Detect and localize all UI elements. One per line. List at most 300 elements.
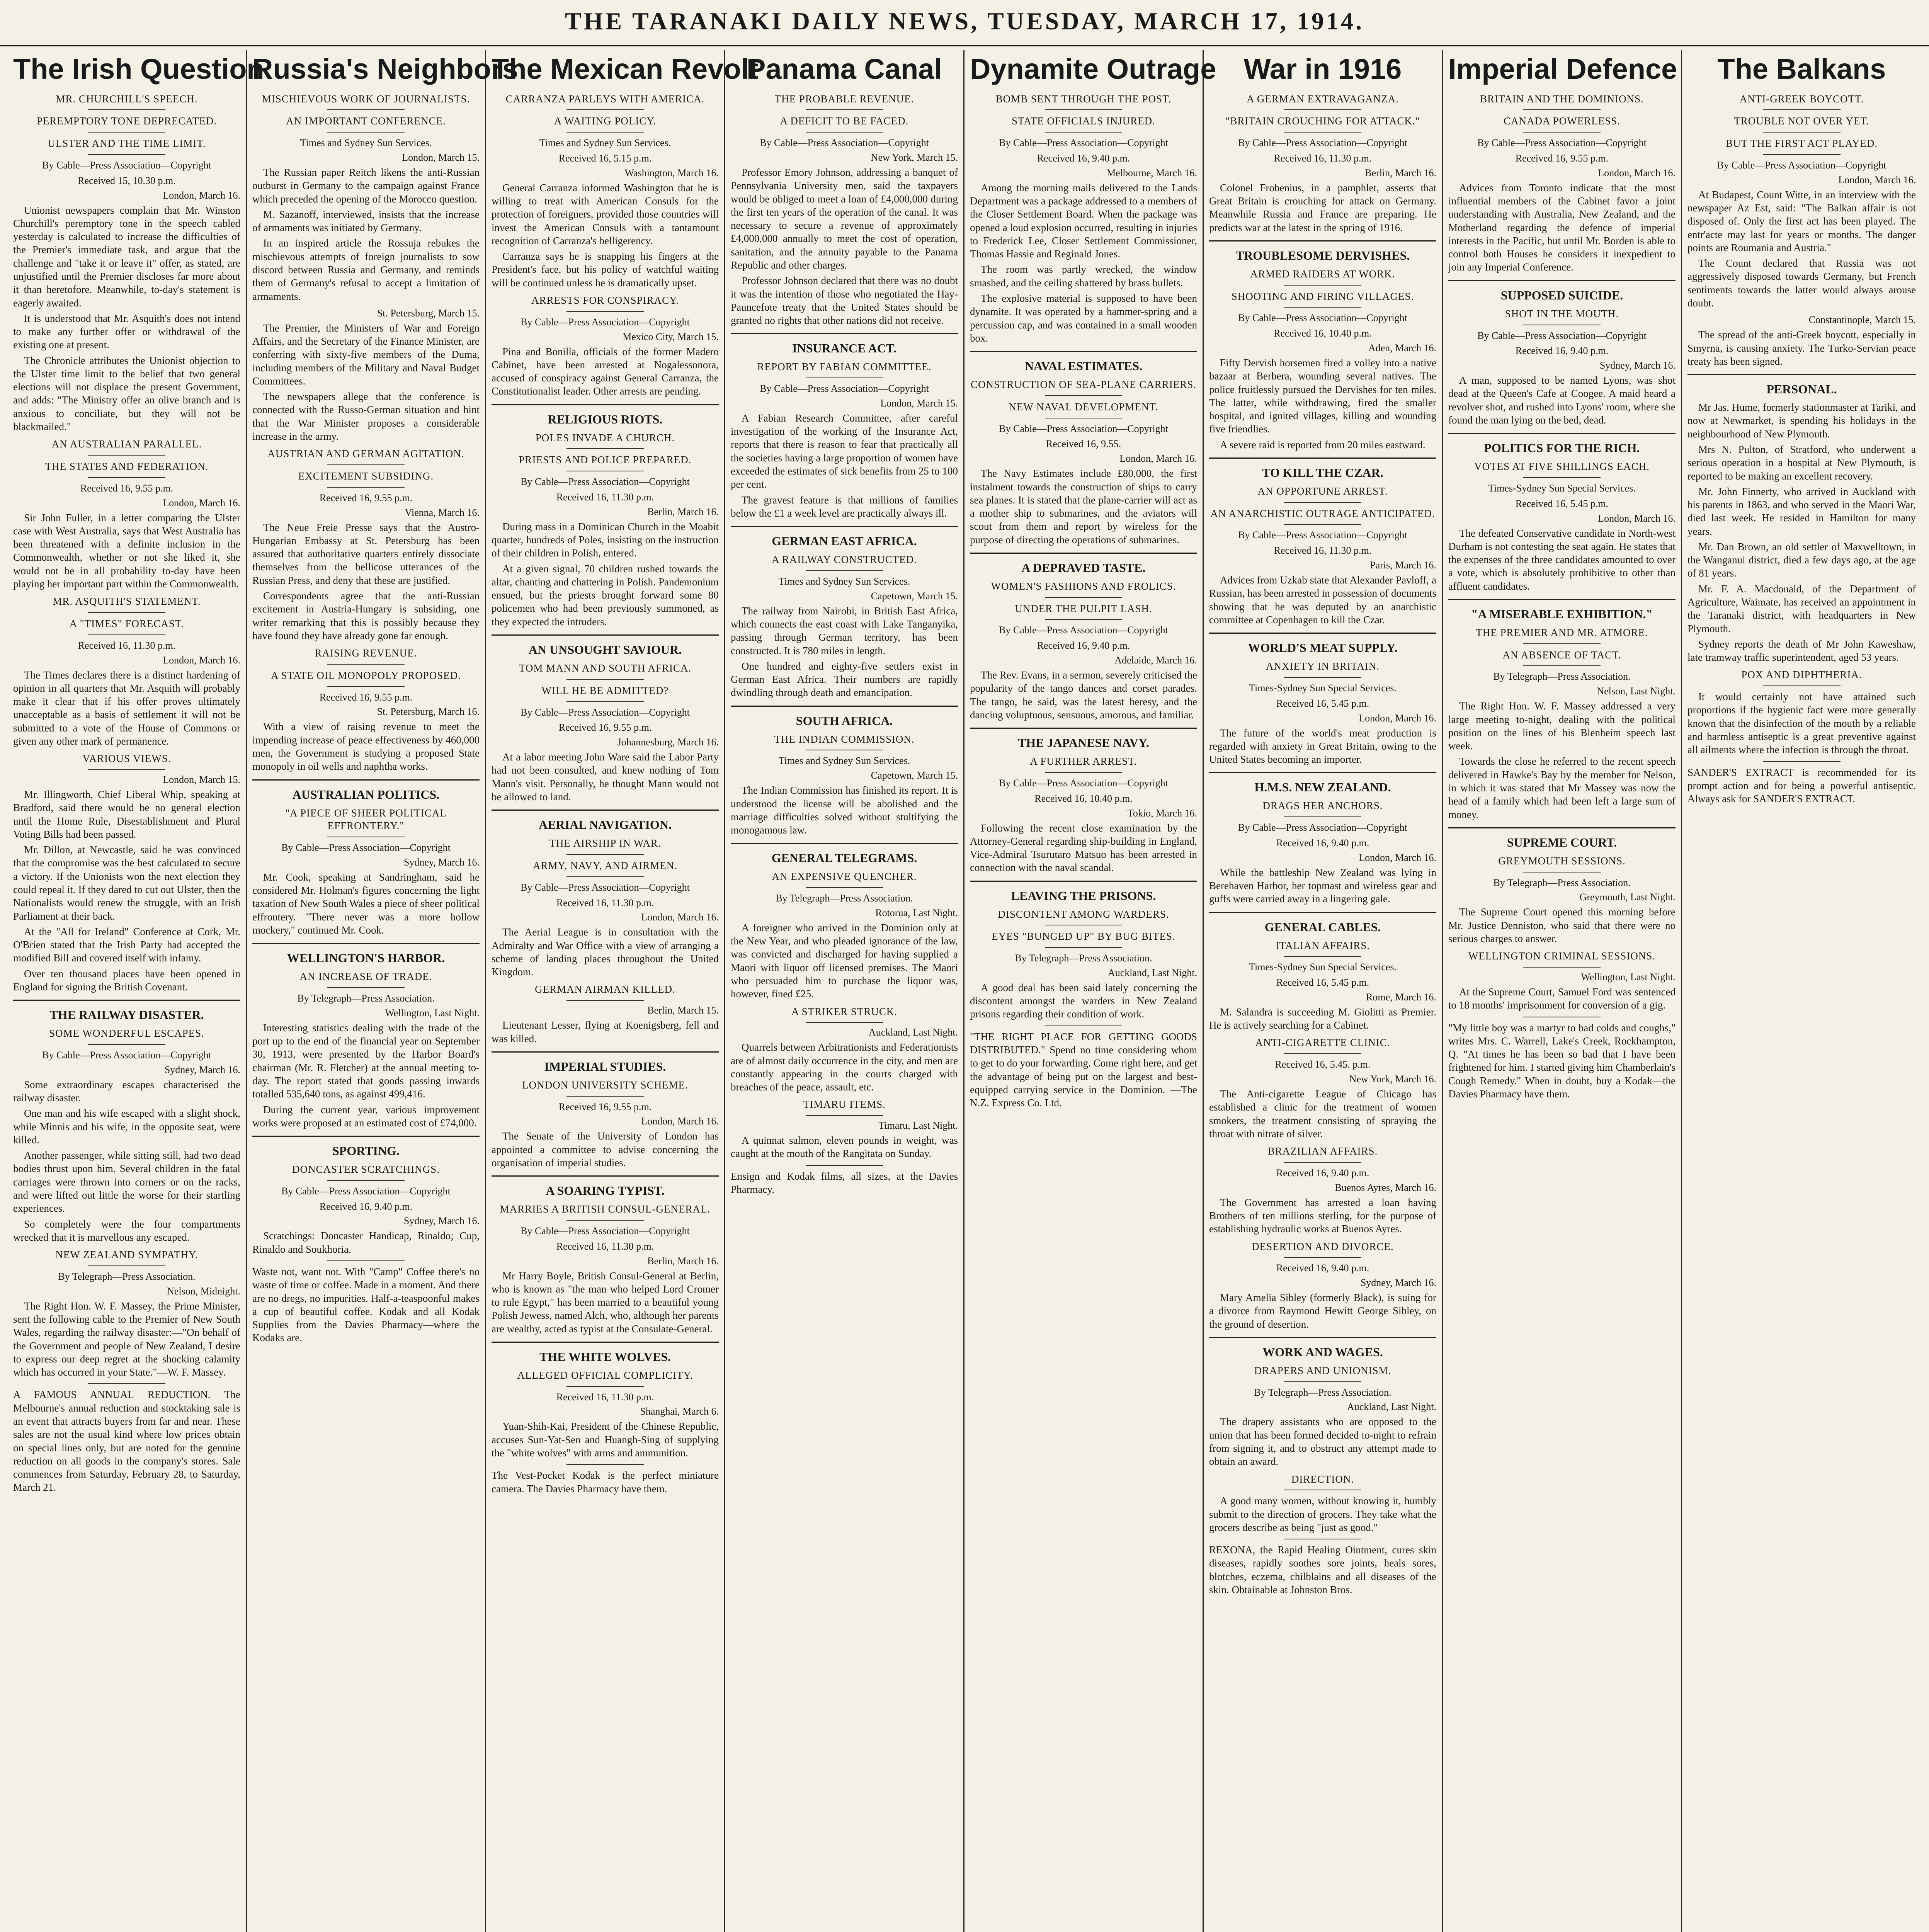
dateline: Timaru, Last Night. xyxy=(878,1120,958,1131)
received-time: Received 16, 9.40 p.m. xyxy=(1037,640,1130,651)
article-subhead: DIRECTION. xyxy=(1291,1473,1354,1485)
column xyxy=(1443,50,1682,1932)
article xyxy=(1209,457,1436,626)
advert-rule xyxy=(806,1165,883,1166)
body-paragraph: General Carranza informed Washington that he is willing to treat with American Consuls for the protection of foreigners, provided those countries will invest the American Consuls with a tantamount recognition of Carranza's belligerency. xyxy=(492,182,719,247)
article-subhead: A STATE OIL MONOPOLY PROPOSED. xyxy=(271,669,461,681)
advertisement: REXONA, the Rapid Healing Ointment, cures skin diseases, rapidly soothes sore joints, heals sores, blotches, eczema, chilblains and all diseases of the skin. Obtainable at Johnston Bros. xyxy=(1209,1544,1436,1596)
article xyxy=(252,779,480,937)
subhead-rule xyxy=(566,132,644,133)
subhead-rule xyxy=(1045,132,1122,133)
article-subhead: MISCHIEVOUS WORK OF JOURNALISTS. xyxy=(262,93,470,105)
article xyxy=(492,1342,719,1459)
article-subhead: THE PREMIER AND MR. ATMORE. xyxy=(1476,626,1648,638)
press-credit: By Telegraph—Press Association. xyxy=(1254,1386,1391,1398)
article-subhead: STATE OFFICIALS INJURED. xyxy=(1011,115,1156,127)
article xyxy=(13,595,240,748)
body-paragraph: A Fabian Research Committee, after careful investigation of the working of the Insurance Act, reports that there is reason to fear that practically all the societies having a large proportion of women have exceeded the estimates of sick benefits from 25 to 100 per cent. xyxy=(731,412,958,490)
dateline: London, March 16. xyxy=(1598,512,1676,524)
article xyxy=(1209,1036,1436,1140)
article-subhead: CARRANZA PARLEYS WITH AMERICA. xyxy=(505,93,705,105)
dateline: Berlin, March 15. xyxy=(647,1005,719,1016)
article xyxy=(731,1098,958,1160)
article-subhead: NEW ZEALAND SYMPATHY. xyxy=(55,1249,198,1261)
dateline: Berlin, March 16. xyxy=(647,506,719,517)
dateline: Sydney, March 16. xyxy=(1599,360,1676,371)
article-headline: THE RAILWAY DISASTER. xyxy=(49,1008,204,1022)
subhead-rule xyxy=(1763,109,1841,110)
body-paragraph: Professor Emory Johnson, addressing a banquet of Pennsylvania University men, said the taxpayers would be obliged to meet a loan of £4,000,000 during the first ten years of the operation of the canal. It was necessary to secure a revenue of approximately £4,000,000 annually to meet the cost of operation, sanitation, and the annuity payable to the Panama Republic and other charges. xyxy=(731,166,958,271)
article-subhead: ULSTER AND THE TIME LIMIT. xyxy=(48,138,206,150)
article-subhead: EXCITEMENT SUBSIDING. xyxy=(298,470,434,482)
article xyxy=(492,404,719,628)
received-time: Received 16, 11.30 p.m. xyxy=(556,1240,654,1252)
article-subhead: WILL HE BE ADMITTED? xyxy=(541,684,669,696)
body-paragraph: Mrs N. Pulton, of Stratford, who underwent a serious operation in a hospital at New Plymouth, is reported to be making an excellent recovery. xyxy=(1687,443,1916,482)
article xyxy=(1209,633,1436,766)
advert-rule xyxy=(88,1383,165,1384)
body-paragraph: A quinnat salmon, eleven pounds in weight, was caught at the mouth of the Rangitata on Sunday. xyxy=(731,1134,958,1160)
press-credit: By Cable—Press Association—Copyright xyxy=(1477,330,1647,341)
article xyxy=(13,438,240,590)
article-subhead: WELLINGTON CRIMINAL SESSIONS. xyxy=(1468,950,1656,962)
dateline: Capetown, March 15. xyxy=(871,770,958,781)
article xyxy=(252,447,480,642)
masthead-folio: THE TARANAKI DAILY NEWS, TUESDAY, MARCH 17, 1914. xyxy=(565,7,1364,35)
article-headline: GENERAL TELEGRAMS. xyxy=(771,851,917,865)
article-subhead: MR. ASQUITH'S STATEMENT. xyxy=(53,595,201,607)
body-paragraph: A good deal has been said lately concerning the discontent amongst the warders in New Zealand prisons regarding their condition of work. xyxy=(970,981,1197,1020)
article xyxy=(13,1000,240,1244)
body-paragraph: Interesting statistics dealing with the trade of the port up to the end of the financial year on September 30, 1913, were presented by the Harbor Board's chairman (Mr. R. Fletcher) at the annual meeting to-day. The report stated that goods passing inwards totalled 535,640 tons, as against 499,416. xyxy=(252,1022,480,1100)
body-paragraph: Following the recent close examination by the Attorney-General regarding ship-building in England, Vice-Admiral Tsurutaro Matsuo has been arrested in connection with the naval scandal. xyxy=(970,822,1197,874)
body-paragraph: The Indian Commission has finished its report. It is understood the license will be abolished and the marriage difficulties solved without stultifying the monogamous law. xyxy=(731,784,958,836)
article-subhead: UNDER THE PULPIT LASH. xyxy=(1015,602,1152,614)
body-paragraph: M. Salandra is succeeding M. Giolitti as Premier. He is actively searching for a Cabinet. xyxy=(1209,1006,1436,1031)
body-paragraph: The Supreme Court opened this morning before Mr. Justice Denniston, who said that there were no serious charges to answer. xyxy=(1448,906,1676,944)
article-subhead: DRAGS HER ANCHORS. xyxy=(1262,800,1383,812)
article-headline: A DEPRAVED TASTE. xyxy=(1021,560,1146,575)
column-headline: Imperial Defence xyxy=(1448,53,1677,85)
section-rule xyxy=(1209,1337,1436,1338)
subhead-rule xyxy=(1523,665,1601,666)
dateline: Shanghai, March 6. xyxy=(640,1406,719,1417)
article-subhead: A FURTHER ARREST. xyxy=(1030,755,1137,767)
article-subhead: VARIOUS VIEWS. xyxy=(82,753,171,765)
article xyxy=(1448,950,1676,1012)
article-headline: A SOARING TYPIST. xyxy=(546,1184,665,1198)
article-subhead: ARRESTS FOR CONSPIRACY. xyxy=(531,294,679,306)
body-paragraph: Unionist newspapers complain that Mr. Winston Churchill's peremptory tone in the speech cabled yesterday is calculated to increase the difficulties of the Premier's immediate task, and argue that the challenge and "take it or leave it" offer, as stated, are unjustified until the Premier discloses far more about it than heretofore. Meanwhile, to-day's statement is eagerly awaited. xyxy=(13,204,240,309)
article xyxy=(1448,280,1676,427)
press-credit: Times and Sydney Sun Services. xyxy=(300,137,432,149)
subhead-rule xyxy=(88,1044,165,1045)
dateline: London, March 16. xyxy=(163,654,240,666)
section-rule xyxy=(492,1051,719,1053)
article xyxy=(731,1005,958,1094)
article-subhead: NEW NAVAL DEVELOPMENT. xyxy=(1009,401,1158,413)
dateline: Paris, March 16. xyxy=(1370,560,1436,571)
article xyxy=(13,1248,240,1379)
body-paragraph: The Aerial League is in consultation with the Admiralty and War Office with a view of arranging a scheme of landing places throughout the United Kingdom. xyxy=(492,926,719,978)
dateline: Greymouth, Last Night. xyxy=(1579,891,1676,903)
received-time: Received 16, 9.55 p.m. xyxy=(319,691,413,703)
article xyxy=(731,333,958,520)
subhead-rule xyxy=(1284,285,1361,286)
article-headline: IMPERIAL STUDIES. xyxy=(544,1059,666,1073)
subhead-rule xyxy=(1763,685,1841,686)
section-rule xyxy=(970,728,1197,729)
article-subhead: BUT THE FIRST ACT PLAYED. xyxy=(1725,138,1878,150)
section-rule xyxy=(1209,457,1436,459)
received-time: Received 16, 9.55. xyxy=(1046,438,1121,450)
article-subhead: A DEFICIT TO BE FACED. xyxy=(780,115,909,127)
body-paragraph: One hundred and eighty-five settlers exist in German East Africa. Their numbers are rapidly dwindling through death and emancipation. xyxy=(731,660,958,699)
article-subhead: LONDON UNIVERSITY SCHEME. xyxy=(522,1079,688,1091)
body-paragraph: Among the morning mails delivered to the Lands Department was a package addressed to a members of the Closer Settlement Board. When the package was opened a loud explosion occurred, resulting in injuries to Frederick Lee, Closer Settlement Commissioner, Thomas Hassie and Reginald Jones. xyxy=(970,182,1197,260)
article-subhead: A RAILWAY CONSTRUCTED. xyxy=(772,554,917,566)
article-subhead: THE AIRSHIP IN WAR. xyxy=(549,837,661,849)
press-credit: By Cable—Press Association—Copyright xyxy=(1717,159,1886,171)
article-subhead: A "TIMES" FORECAST. xyxy=(69,618,184,630)
dateline: London, March 15. xyxy=(163,774,240,786)
dateline: New York, March 16. xyxy=(1349,1073,1436,1085)
article xyxy=(13,752,240,993)
body-paragraph: The defeated Conservative candidate in North-west Durham is not contesting the seat again. He states that the expenses of the three candidates amounted to over a vote, which is absolutely prohibitive to other than affluent candidates. xyxy=(1448,527,1676,592)
dateline: New York, March 15. xyxy=(871,151,958,163)
subhead-rule xyxy=(88,477,165,478)
article-subhead: A WAITING POLICY. xyxy=(554,115,657,127)
article-subhead: BRITAIN AND THE DOMINIONS. xyxy=(1480,93,1644,105)
body-paragraph: Mr. Dan Brown, an old settler of Maxwelltown, in the Wanganui district, died a few days ago, at the age of 81 years. xyxy=(1687,541,1916,579)
section-rule xyxy=(731,526,958,527)
article-headline: "A MISERABLE EXHIBITION." xyxy=(1471,607,1653,621)
body-paragraph: During the current year, various improvement works were proposed at an estimated cost of £74,000. xyxy=(252,1104,480,1129)
subhead-rule xyxy=(1045,109,1122,110)
article xyxy=(1209,240,1436,451)
subhead-rule xyxy=(1045,619,1122,620)
section-rule xyxy=(1209,772,1436,773)
received-time: Received 16, 5.45 p.m. xyxy=(1515,498,1609,509)
body-paragraph: Fifty Dervish horsemen fired a volley into a native bazaar at Berbera, wounding several natives. The police fruitlessly pursued the Dervishes for ten miles. The latter, while withdrawing, fired the smaller hospital, and ignited villages, killing and wounding five friendlies. xyxy=(1209,357,1436,435)
received-time: Received 16, 5.45. p.m. xyxy=(1275,1059,1371,1070)
article-subhead: TROUBLE NOT OVER YET. xyxy=(1734,115,1869,127)
subhead-rule xyxy=(1284,816,1361,817)
article xyxy=(492,1175,719,1335)
section-rule xyxy=(492,1175,719,1177)
subhead-rule xyxy=(566,876,644,877)
body-paragraph: Towards the close he referred to the recent speech delivered in Hawke's Bay by the member for Nelson, in which it was stated that Mr Massey was now the head of a family which had been left a large sum of money. xyxy=(1448,755,1676,820)
body-paragraph: The explosive material is supposed to have been dynamite. It was operated by a hammer-spring and a percussion cap, and was contained in a small wooden box. xyxy=(970,293,1197,344)
subhead-rule xyxy=(566,109,644,110)
body-paragraph: The Neue Freie Presse says that the Austro-Hungarian Embassy at St. Petersburg has been assured that authoritative quarters entirely dissociate themselves from the bellicose utterances of the Russian Press, and deny that these are justified. xyxy=(252,521,480,586)
press-credit: By Cable—Press Association—Copyright xyxy=(760,383,929,395)
article-subhead: CONSTRUCTION OF SEA-PLANE CARRIERS. xyxy=(970,379,1197,391)
column-headline: War in 1916 xyxy=(1243,53,1402,85)
press-credit: By Telegraph—Press Association. xyxy=(1493,671,1631,682)
body-paragraph: At Budapest, Count Witte, in an interview with the newspaper Az Est, said: "The Balkan affair is not disposed of. Only the first act has been played. The entr'acte may last for years or months. The danger points are Roumania and Austria." xyxy=(1687,189,1916,253)
body-paragraph: A foreigner who arrived in the Dominion only at the New Year, and who pleaded ignorance of the law, was convicted and discharged for having supplied a Maori with liquor off licensed premises. The Maori who persuaded him to purchase the liquor was, however, fined £25. xyxy=(731,922,958,1000)
press-credit: By Cable—Press Association—Copyright xyxy=(999,777,1168,789)
dateline: London, March 15. xyxy=(402,151,480,163)
subhead-rule xyxy=(566,1386,644,1387)
dateline: Sydney, March 16. xyxy=(403,1215,480,1227)
article xyxy=(731,706,958,837)
press-credit: By Cable—Press Association—Copyright xyxy=(521,316,690,328)
body-paragraph: The room was partly wrecked, the window smashed, and the ceiling shattered by brass bullets. xyxy=(970,264,1197,289)
article xyxy=(1209,1473,1436,1534)
article-headline: THE JAPANESE NAVY. xyxy=(1018,736,1149,750)
subhead-rule xyxy=(88,612,165,613)
received-time: Received 16, 9.55 p.m. xyxy=(319,492,413,503)
body-paragraph: At the Supreme Court, Samuel Ford was sentenced to 18 months' imprisonment for conversion of a gig. xyxy=(1448,986,1676,1011)
body-paragraph: It would certainly not have attained such proportions if the hygienic fact were more generally known that the disinfection of the mouth by a reliable and harmless antiseptic is a great preventive against all ailments where the infection is through the throat. xyxy=(1687,691,1916,756)
article-subhead: AN ABSENCE OF TACT. xyxy=(1502,649,1621,661)
advertisement: Waste not, want not. With "Camp" Coffee there's no waste of time or coffee. Made in a moment. And there are no dregs, no impurities. Half-a-teaspoonful makes a cup of beautiful coffee. Kodak and all Kodak Supplies from the Davies Pharmacy—where the Kodaks are. xyxy=(252,1265,480,1344)
body-paragraph: The Right Hon. W. F. Massey addressed a very large meeting to-night, dealing with the political position on the lines of his Blenheim speech last week. xyxy=(1448,700,1676,752)
article-headline: SUPPOSED SUICIDE. xyxy=(1500,288,1623,302)
article xyxy=(492,810,719,978)
received-time: Received 16, 9.40 p.m. xyxy=(319,1201,413,1212)
body-paragraph: The Count declared that Russia was not aggressively disposed towards Germany, but French sentiments towards the latter would always arouse doubt. xyxy=(1687,257,1916,309)
received-time: Received 16, 11.30 p.m. xyxy=(556,492,654,503)
subhead-rule xyxy=(327,487,405,488)
article-subhead: A STRIKER STRUCK. xyxy=(791,1005,898,1017)
dateline: London, March 16. xyxy=(163,189,240,201)
subhead-rule xyxy=(88,455,165,456)
dateline: St. Petersburg, March 16. xyxy=(377,706,480,718)
article-headline: POLITICS FOR THE RICH. xyxy=(1484,441,1640,455)
section-rule xyxy=(492,810,719,811)
body-paragraph: The future of the world's meat production is regarded with anxiety in Great Britain, owing to the United States becoming an importer. xyxy=(1209,727,1436,765)
press-credit: By Cable—Press Association—Copyright xyxy=(1238,137,1407,149)
column-headline: The Irish Question xyxy=(13,53,264,85)
section-rule xyxy=(1448,433,1676,434)
section-rule xyxy=(1209,240,1436,242)
advert-rule xyxy=(566,1464,644,1465)
article xyxy=(1448,433,1676,593)
advertisement: "THE RIGHT PLACE FOR GETTING GOODS DISTRIBUTED." Spend no time considering whom to get to do your forwarding. Come right here, and get the advantage of being put on the largest and best-equipped carrying service in the Dominion. —The N.Z. Express Co. Ltd. xyxy=(970,1031,1197,1109)
body-paragraph: The railway from Nairobi, in British East Africa, which connects the east coast with Lake Tanganyika, passing through German territory, has been constructed. It is 780 miles in length. xyxy=(731,605,958,656)
dateline: Berlin, March 16. xyxy=(1365,167,1436,179)
press-credit: By Cable—Press Association—Copyright xyxy=(42,1049,211,1061)
article xyxy=(1448,827,1676,945)
article-headline: GENERAL CABLES. xyxy=(1264,920,1381,934)
body-paragraph: It is understood that Mr. Asquith's does not intend to make any further offer or withdrawal of the existing one at present. xyxy=(13,312,240,351)
article-headline: H.M.S. NEW ZEALAND. xyxy=(1254,780,1391,794)
body-paragraph: The Anti-cigarette League of Chicago has established a clinic for the treatment of women smokers, the treatment consisting of spraying the throat with nitrate of silver. xyxy=(1209,1088,1436,1139)
article-subhead: ANTI-CIGARETTE CLINIC. xyxy=(1255,1037,1390,1049)
body-paragraph: One man and his wife escaped with a slight shock, while Minnis and his wife, in the opposite seat, were killed. xyxy=(13,1107,240,1146)
article-subhead: "A PIECE OF SHEER POLITICAL EFFRONTERY." xyxy=(285,807,447,832)
press-credit: Times and Sydney Sun Services. xyxy=(778,755,910,767)
article-subhead: CANADA POWERLESS. xyxy=(1503,115,1621,127)
received-time: Received 16, 9.40 p.m. xyxy=(1037,152,1130,164)
article xyxy=(492,634,719,803)
article xyxy=(1687,668,1916,756)
advertisement: SANDER'S EXTRACT is recommended for its prompt action and for being a powerful antiseptic. Always ask for SANDER'S EXTRACT. xyxy=(1687,766,1916,805)
subhead-rule xyxy=(327,1180,405,1181)
subhead-rule xyxy=(1045,947,1122,948)
masthead xyxy=(0,0,1929,46)
section-rule xyxy=(252,943,480,944)
subhead-rule xyxy=(327,664,405,665)
subhead-rule xyxy=(566,1096,644,1097)
subhead-rule xyxy=(327,109,405,110)
article-subhead: A GERMAN EXTRAVAGANZA. xyxy=(1247,93,1399,105)
body-paragraph: Mr. Illingworth, Chief Liberal Whip, speaking at Bradford, said there would be no general election until the Home Rule, Disestablishment and Plural Voting Bills had been passed. xyxy=(13,789,240,840)
body-paragraph: With a view of raising revenue to meet the impending increase of peace effectiveness by 460,000 men, the Government is studying a proposed State monopoly in oil wells and naphtha works. xyxy=(252,721,480,772)
press-credit: Times-Sydney Sun Special Services. xyxy=(1249,682,1397,694)
advertisement: "My little boy was a martyr to bad colds and coughs," writes Mrs. C. Warrell, Lake's Creek, Rockhampton, Q. "At times he has been so bad that I have been frightened for him. I started giving him Chamberlain's Cough Remedy." When in doubt, buy a Kodak—the Davies Pharmacy have them. xyxy=(1448,1022,1676,1100)
section-rule xyxy=(252,1136,480,1137)
article-headline: WORLD'S MEAT SUPPLY. xyxy=(1248,641,1398,655)
dateline: London, March 16. xyxy=(1598,167,1676,179)
section-rule xyxy=(970,351,1197,352)
article-headline: AUSTRALIAN POLITICS. xyxy=(292,787,440,801)
dateline: Melbourne, March 16. xyxy=(1107,167,1197,179)
subhead-rule xyxy=(88,769,165,770)
body-paragraph: The Government has arrested a loan having Brothers of ten millions sterling, for the purpose of establishing hydraulic works at Buenos Ayres. xyxy=(1209,1196,1436,1235)
dateline: Sydney, March 16. xyxy=(403,856,480,868)
body-paragraph: Some extraordinary escapes characterised the railway disaster. xyxy=(13,1078,240,1104)
article-subhead: THE STATES AND FEDERATION. xyxy=(45,461,209,473)
subhead-rule xyxy=(1763,132,1841,133)
dateline: Capetown, March 15. xyxy=(871,590,958,602)
article-subhead: THE INDIAN COMMISSION. xyxy=(774,733,915,745)
article-headline: NAVAL ESTIMATES. xyxy=(1024,359,1143,373)
received-time: Received 16, 5.15 p.m. xyxy=(558,152,652,164)
received-time: Received 16, 11.30 p.m. xyxy=(1274,545,1372,556)
dateline: London, March 16. xyxy=(641,1116,719,1127)
subhead-rule xyxy=(1523,643,1601,644)
body-paragraph: Mr Jas. Hume, formerly stationmaster at Tariki, and now at Newmarket, is spending his holidays in the neighbourhood of New Plymouth. xyxy=(1687,401,1916,440)
dateline: Buenos Ayres, March 16. xyxy=(1335,1182,1436,1193)
column xyxy=(725,50,964,1932)
column-headline: Dynamite Outrage xyxy=(970,53,1216,85)
article-subhead: MR. CHURCHILL'S SPEECH. xyxy=(56,93,198,105)
column-headline: The Mexican Revolt xyxy=(492,53,759,85)
column-headline: Russia's Neighbors xyxy=(252,53,518,85)
press-credit: Times and Sydney Sun Services. xyxy=(539,137,671,149)
article xyxy=(1209,93,1436,234)
body-paragraph: Over ten thousand places have been opened in England for signing the British Covenant. xyxy=(13,968,240,993)
article-subhead: MARRIES A BRITISH CONSUL-GENERAL. xyxy=(500,1203,711,1215)
advert-rule xyxy=(1763,761,1841,762)
subhead-rule xyxy=(806,109,883,110)
article-subhead: ANXIETY IN BRITAIN. xyxy=(1266,660,1380,672)
article xyxy=(1209,912,1436,1032)
body-paragraph: Mr. F. A. Macdonald, of the Department of Agriculture, Waimate, has received an appointment in the Taranaki district, with headquarters in New Plymouth. xyxy=(1687,583,1916,634)
body-paragraph: At a given signal, 70 children rushed towards the altar, chanting and chattering in Polish. Pandemonium ensued, but the priests brought forward some 80 policemen who had been previously summoned, as they expected the intruders. xyxy=(492,563,719,628)
article-headline: WELLINGTON'S HARBOR. xyxy=(287,951,445,965)
section-rule xyxy=(13,1000,240,1001)
subhead-rule xyxy=(327,464,405,465)
subhead-rule xyxy=(806,1022,883,1023)
subhead-rule xyxy=(88,154,165,155)
article-subhead: RAISING REVENUE. xyxy=(315,647,417,659)
article-subhead: AN IMPORTANT CONFERENCE. xyxy=(286,115,446,127)
body-paragraph: Sydney reports the death of Mr John Kaweshaw, late tramway traffic superintendent, aged 53 years. xyxy=(1687,638,1916,663)
subhead-rule xyxy=(806,570,883,571)
press-credit: By Cable—Press Association—Copyright xyxy=(42,159,211,171)
article xyxy=(1209,1337,1436,1468)
press-credit: By Cable—Press Association—Copyright xyxy=(999,624,1168,636)
article-subhead: PRIESTS AND POLICE PREPARED. xyxy=(519,454,692,466)
dateline: Berlin, March 16. xyxy=(647,1255,719,1267)
body-paragraph: A good many women, without knowing it, humbly submit to the direction of grocers. They take what the grocers describe as being "just as good." xyxy=(1209,1495,1436,1533)
body-paragraph: The Premier, the Ministers of War and Foreign Affairs, and the Secretary of the Finance Minister, are conferring with sixty-five members of the Duma, including members of the Military and Naval Budget Committees. xyxy=(252,322,480,387)
article xyxy=(1209,772,1436,905)
article xyxy=(252,647,480,773)
received-time: Received 16, 9.55 p.m. xyxy=(558,722,652,733)
article-subhead: AN INCREASE OF TRADE. xyxy=(299,971,432,983)
body-paragraph: Mr. Cook, speaking at Sandringham, said he considered Mr. Holman's figures concerning the light taxation of New South Wales a piece of sheer political effrontery. "There never was a more hollow mockery," continued Mr. Cook. xyxy=(252,871,480,936)
dateline: St. Petersburg, March 15. xyxy=(377,307,480,319)
article xyxy=(1448,599,1676,821)
dateline: Sydney, March 16. xyxy=(1360,1277,1436,1289)
subhead-rule xyxy=(1045,395,1122,396)
press-credit: Times-Sydney Sun Special Services. xyxy=(1488,482,1636,494)
article xyxy=(1209,1240,1436,1331)
dateline: Adelaide, March 16. xyxy=(1114,655,1197,666)
press-credit: By Cable—Press Association—Copyright xyxy=(1477,137,1647,149)
dateline: Auckland, Last Night. xyxy=(868,1027,958,1038)
received-time: Received 16, 11.30 p.m. xyxy=(556,1391,654,1403)
article-subhead: PEREMPTORY TONE DEPRECATED. xyxy=(36,115,217,127)
press-credit: By Cable—Press Association—Copyright xyxy=(999,137,1168,149)
body-paragraph: A severe raid is reported from 20 miles eastward. xyxy=(1220,439,1425,451)
article xyxy=(1448,93,1676,274)
column xyxy=(247,50,518,1932)
subhead-rule xyxy=(1523,967,1601,968)
section-rule xyxy=(492,404,719,405)
article-subhead: TOM MANN AND SOUTH AFRICA. xyxy=(519,662,692,674)
article-headline: THE WHITE WOLVES. xyxy=(539,1349,671,1364)
press-credit: By Cable—Press Association—Copyright xyxy=(1238,822,1407,833)
received-time: Received 16, 11.30 p.m. xyxy=(1274,152,1372,164)
subhead-rule xyxy=(88,132,165,133)
received-time: Received 16, 9.40 p.m. xyxy=(1515,345,1609,357)
subhead-rule xyxy=(327,686,405,687)
body-paragraph: The Russian paper Reitch likens the anti-Russian outburst in Germany to the campaign against France which preceded the opening of the Morocco question. xyxy=(252,166,480,205)
received-time: Received 16, 5.45 p.m. xyxy=(1276,697,1369,709)
dateline: Rome, March 16. xyxy=(1366,991,1436,1003)
body-paragraph: Mr. John Finnerty, who arrived in Auckland with his parents in 1863, and who served in the Maori War, died last week. He resided in Hamilton for many years. xyxy=(1687,485,1916,537)
subhead-rule xyxy=(1284,109,1361,110)
article-subhead: WOMEN'S FASHIONS AND FROLICS. xyxy=(991,580,1176,592)
press-credit: By Telegraph—Press Association. xyxy=(1015,952,1152,964)
article-subhead: SHOOTING AND FIRING VILLAGES. xyxy=(1231,290,1414,302)
section-rule xyxy=(252,779,480,781)
body-paragraph: At a labor meeting John Ware said the Labor Party had not been consulted, and knew nothing of Tom Mann's visit. Personally, he thought Mann would not be allowed to land. xyxy=(492,751,719,803)
column xyxy=(8,50,264,1932)
article-headline: AERIAL NAVIGATION. xyxy=(539,818,672,832)
article-headline: TO KILL THE CZAR. xyxy=(1262,465,1383,480)
article xyxy=(252,93,480,303)
body-paragraph: Mary Amelia Sibley (formerly Black), is suing for a divorce from Raymond Hewitt George Sibley, on the ground of desertion. xyxy=(1209,1292,1436,1330)
article-headline: WORK AND WAGES. xyxy=(1262,1345,1383,1359)
article-headline: GERMAN EAST AFRICA. xyxy=(772,534,917,548)
body-paragraph: Carranza says he is snapping his fingers at the President's face, but his policy of watchful waiting will be continued unless he is dramatically upset. xyxy=(492,250,719,289)
subhead-rule xyxy=(806,1115,883,1116)
press-credit: Times-Sydney Sun Special Services. xyxy=(1249,961,1397,973)
subhead-rule xyxy=(566,701,644,702)
received-time: Received 16, 11.30 p.m. xyxy=(556,897,654,908)
press-credit: By Cable—Press Association—Copyright xyxy=(760,137,929,149)
subhead-rule xyxy=(1045,772,1122,773)
section-rule xyxy=(1209,912,1436,913)
